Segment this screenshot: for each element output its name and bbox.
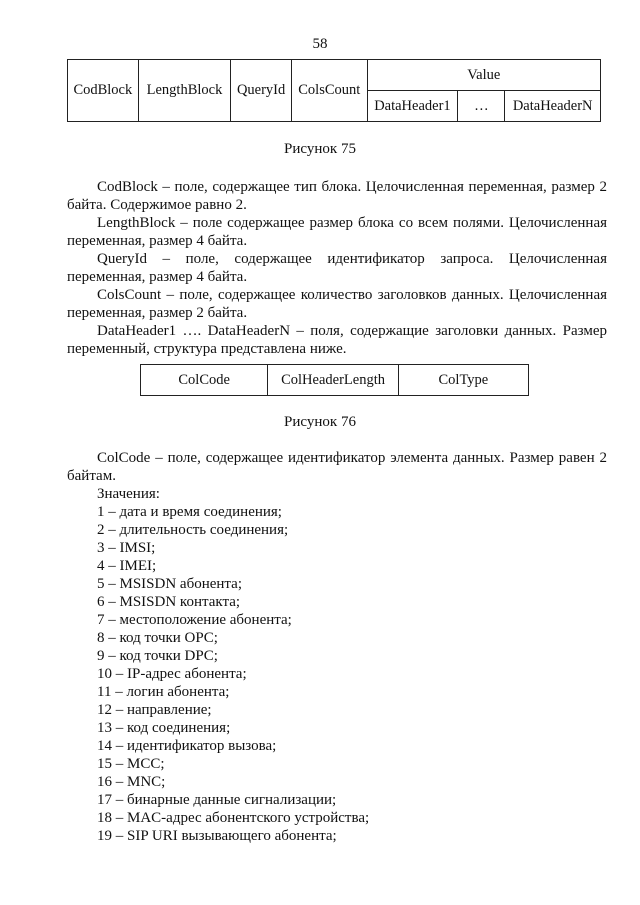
figure-76-description bbox=[67, 449, 607, 485]
figure-76-table bbox=[140, 364, 529, 396]
desc-colcode: ColCode – поле, содержащее идентификатор элемента данных. Размер равен 2 байтам. bbox=[67, 450, 607, 484]
list-item: 15 – MCC; bbox=[97, 756, 165, 772]
list-item: 11 – логин абонента; bbox=[97, 684, 230, 700]
list-item: 1 – дата и время соединения; bbox=[97, 504, 282, 520]
list-item: 16 – MNC; bbox=[97, 774, 166, 790]
page-number: 58 bbox=[312, 36, 328, 52]
subheader-dataheadern: DataHeaderN bbox=[505, 91, 601, 122]
figure-75-description bbox=[67, 178, 607, 358]
values-list bbox=[97, 485, 369, 845]
subheader-dataheader1: DataHeader1 bbox=[367, 91, 458, 122]
list-item: 4 – IMEI; bbox=[97, 558, 157, 574]
header-coltype: ColType bbox=[398, 365, 528, 396]
figure-75-caption: Рисунок 75 bbox=[284, 141, 356, 157]
header-colscount: ColsCount bbox=[291, 60, 367, 122]
list-item: 9 – код точки DPC; bbox=[97, 648, 218, 664]
header-colheaderlength: ColHeaderLength bbox=[268, 365, 398, 396]
list-item: 14 – идентификатор вызова; bbox=[97, 738, 277, 754]
list-item: 13 – код соединения; bbox=[97, 720, 231, 736]
header-codblock: CodBlock bbox=[68, 60, 139, 122]
figure-75-table bbox=[67, 59, 601, 122]
header-colcode: ColCode bbox=[141, 365, 268, 396]
header-queryid: QueryId bbox=[231, 60, 292, 122]
desc-lengthblock: LengthBlock – поле содержащее размер блока со всем полями. Целочисленная переменная, размер 4 байта. bbox=[67, 215, 607, 249]
desc-queryid: QueryId – поле, содержащее идентификатор запроса. Целочисленная переменная, размер 4 байта. bbox=[67, 251, 607, 285]
header-value: Value bbox=[367, 60, 600, 91]
desc-dataheaders: DataHeader1 …. DataHeaderN – поля, содержащие заголовки данных. Размер переменный, структура представлена ниже. bbox=[67, 323, 607, 357]
list-item: 18 – MAC-адрес абонентского устройства; bbox=[97, 810, 370, 826]
list-item: 6 – MSISDN контакта; bbox=[97, 594, 241, 610]
list-item: 10 – IP-адрес абонента; bbox=[97, 666, 247, 682]
list-item: 17 – бинарные данные сигнализации; bbox=[97, 792, 337, 808]
list-item: 8 – код точки OPC; bbox=[97, 630, 218, 646]
list-item: 7 – местоположение абонента; bbox=[97, 612, 292, 628]
header-lengthblock: LengthBlock bbox=[138, 60, 231, 122]
list-item: 2 – длительность соединения; bbox=[97, 522, 289, 538]
desc-colscount: ColsCount – поле, содержащее количество заголовков данных. Целочисленная переменная, размер 2 байта. bbox=[67, 287, 607, 321]
list-item: 19 – SIP URI вызывающего абонента; bbox=[97, 828, 337, 844]
subheader-ellipsis: … bbox=[458, 91, 505, 122]
values-label: Значения: bbox=[97, 486, 160, 502]
desc-codblock: CodBlock – поле, содержащее тип блока. Целочисленная переменная, размер 2 байта. Содержимое равно 2. bbox=[67, 179, 607, 213]
list-item: 12 – направление; bbox=[97, 702, 212, 718]
figure-76-caption: Рисунок 76 bbox=[284, 414, 356, 430]
list-item: 3 – IMSI; bbox=[97, 540, 156, 556]
list-item: 5 – MSISDN абонента; bbox=[97, 576, 242, 592]
